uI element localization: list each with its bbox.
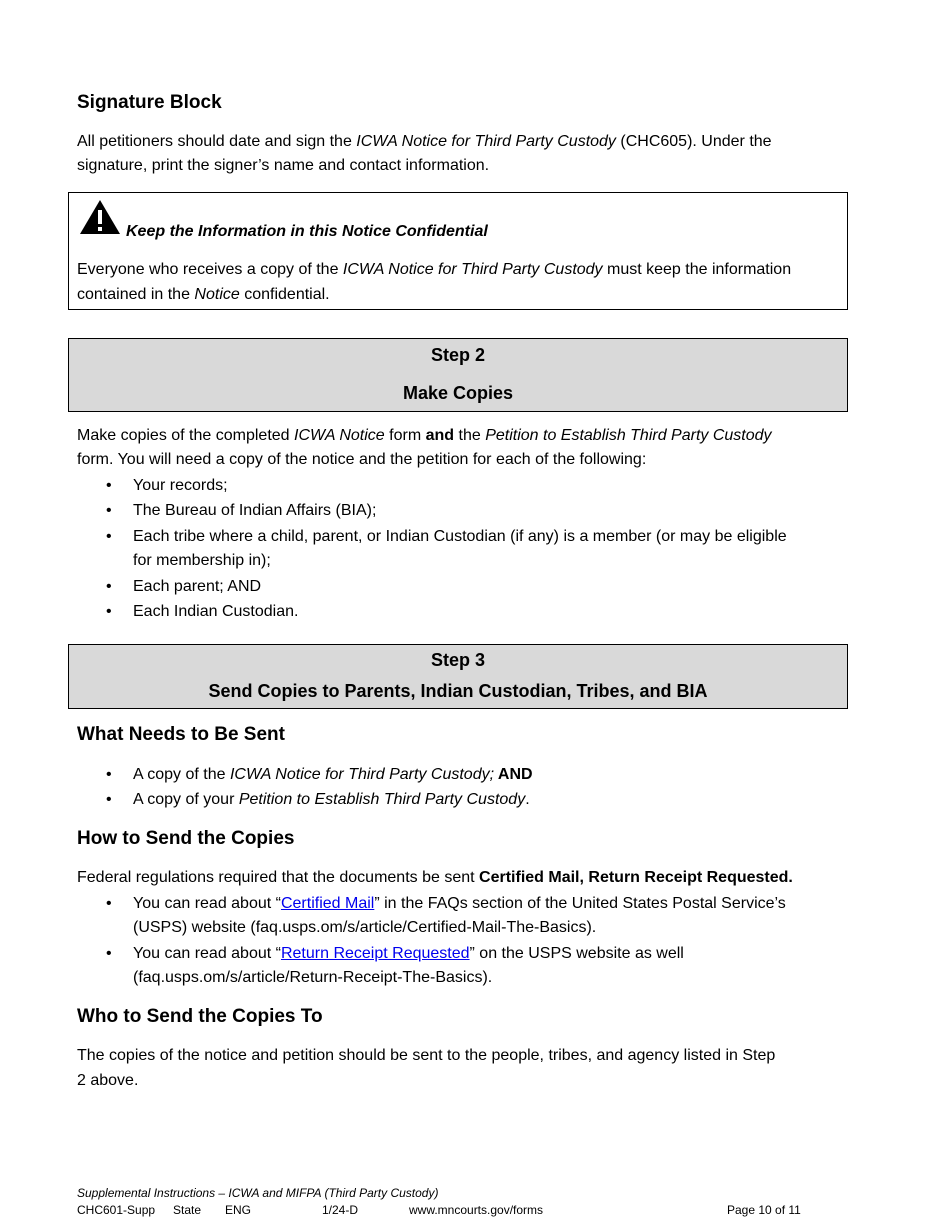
text-run: ” on the USPS website as well bbox=[469, 945, 684, 962]
signature-paragraph-line1 bbox=[77, 130, 772, 154]
return-receipt-link[interactable]: Return Receipt Requested bbox=[280, 945, 470, 962]
list-item: Each tribe where a child, parent, or Indian Custodian (if any) is a member (or may be eligible bbox=[133, 528, 787, 545]
certified-mail-link[interactable]: Certified Mail bbox=[280, 895, 375, 912]
step2-paragraph-line1 bbox=[77, 424, 772, 448]
warning-triangle-icon bbox=[79, 199, 121, 240]
list-item-continuation: (faq.usps.om/s/article/Return-Receipt-The-Basics). bbox=[133, 969, 493, 986]
text-run: Everyone who receives a copy of the bbox=[77, 261, 343, 278]
step3-label: Step 3 bbox=[430, 650, 486, 670]
form-name: Notice bbox=[194, 286, 240, 303]
confidential-paragraph-line1 bbox=[77, 258, 791, 282]
list-item bbox=[133, 892, 786, 916]
text-run: Federal regulations required that the documents be sent bbox=[77, 869, 480, 886]
list-item bbox=[133, 788, 530, 812]
text-run: Make copies of the completed bbox=[77, 427, 295, 444]
form-name: ICWA Notice for Third Party Custody; bbox=[229, 766, 495, 783]
who-to-send-paragraph-line2: 2 above. bbox=[77, 1072, 139, 1089]
bullet-dot-icon: • bbox=[106, 791, 112, 808]
text-run: and bbox=[425, 427, 455, 444]
who-to-send-paragraph-line1: The copies of the notice and petition should be sent to the people, tribes, and agency listed in Step bbox=[77, 1047, 776, 1064]
text-run: AND bbox=[494, 766, 533, 783]
list-item: Each Indian Custodian. bbox=[133, 603, 299, 620]
list-item bbox=[133, 763, 533, 787]
text-run: Certified Mail, Return Receipt Requested. bbox=[479, 869, 793, 886]
signature-heading: Signature Block bbox=[77, 92, 222, 113]
footer-title: Supplemental Instructions – ICWA and MIFPA (Third Party Custody) bbox=[77, 1186, 439, 1200]
bullet-dot-icon: • bbox=[106, 766, 112, 783]
step3-header-box bbox=[68, 644, 848, 709]
text-run: . bbox=[525, 791, 530, 808]
text-run: ” in the FAQs section of the United States Postal Service’s bbox=[374, 895, 786, 912]
text-run: the bbox=[454, 427, 486, 444]
bullet-dot-icon: • bbox=[106, 895, 112, 912]
confidential-paragraph-line2 bbox=[77, 283, 330, 307]
footer-state: State bbox=[173, 1203, 202, 1217]
footer-url: www.mncourts.gov/forms bbox=[409, 1203, 544, 1217]
what-needs-heading: What Needs to Be Sent bbox=[77, 724, 285, 745]
who-to-send-heading: Who to Send the Copies To bbox=[77, 1006, 323, 1027]
bullet-dot-icon: • bbox=[106, 502, 112, 519]
list-item bbox=[133, 942, 684, 966]
text-run: You can read about “ bbox=[133, 895, 281, 912]
bullet-dot-icon: • bbox=[106, 578, 112, 595]
list-item: Each parent; AND bbox=[133, 578, 262, 595]
form-name: Petition to Establish Third Party Custody bbox=[485, 427, 772, 444]
step2-title: Make Copies bbox=[402, 383, 514, 403]
footer-revision-date: 1/24-D bbox=[322, 1203, 359, 1217]
text-run: A copy of the bbox=[133, 766, 230, 783]
signature-paragraph-line2: signature, print the signer’s name and contact information. bbox=[77, 157, 490, 174]
footer-page-number: Page 10 of 11 bbox=[727, 1203, 801, 1217]
text-run: All petitioners should date and sign the bbox=[77, 133, 357, 150]
footer-language: ENG bbox=[225, 1203, 252, 1217]
form-name: Petition to Establish Third Party Custody bbox=[238, 791, 526, 808]
form-name: ICWA Notice for Third Party Custody bbox=[356, 133, 616, 150]
text-run: form bbox=[384, 427, 426, 444]
bullet-dot-icon: • bbox=[106, 945, 112, 962]
text-run: A copy of your bbox=[133, 791, 239, 808]
how-to-send-heading: How to Send the Copies bbox=[77, 828, 295, 849]
confidential-title: Keep the Information in this Notice Confidential bbox=[126, 223, 488, 240]
bullet-dot-icon: • bbox=[106, 477, 112, 494]
text-run: (CHC605). Under the bbox=[615, 133, 772, 150]
bullet-dot-icon: • bbox=[106, 528, 112, 545]
step3-title: Send Copies to Parents, Indian Custodian, Tribes, and BIA bbox=[208, 681, 708, 701]
form-name: ICWA Notice for Third Party Custody bbox=[342, 261, 603, 278]
footer-form-code: CHC601-Supp bbox=[77, 1203, 156, 1217]
how-to-send-paragraph bbox=[77, 866, 793, 890]
confidential-notice-box bbox=[68, 192, 848, 310]
list-item: The Bureau of Indian Affairs (BIA); bbox=[133, 502, 377, 519]
list-item: Your records; bbox=[133, 477, 228, 494]
bullet-dot-icon: • bbox=[106, 603, 112, 620]
list-item-continuation: for membership in); bbox=[133, 552, 271, 569]
step2-paragraph-line2: form. You will need a copy of the notice and the petition for each of the following: bbox=[77, 451, 647, 468]
list-item-continuation: (USPS) website (faq.usps.om/s/article/Certified-Mail-The-Basics). bbox=[133, 919, 597, 936]
text-run: contained in the bbox=[77, 286, 195, 303]
step2-label: Step 2 bbox=[430, 345, 486, 365]
step2-header-box bbox=[68, 338, 848, 412]
text-run: You can read about “ bbox=[133, 945, 281, 962]
text-run: confidential. bbox=[239, 286, 330, 303]
text-run: must keep the information bbox=[602, 261, 792, 278]
form-name: ICWA Notice bbox=[294, 427, 385, 444]
